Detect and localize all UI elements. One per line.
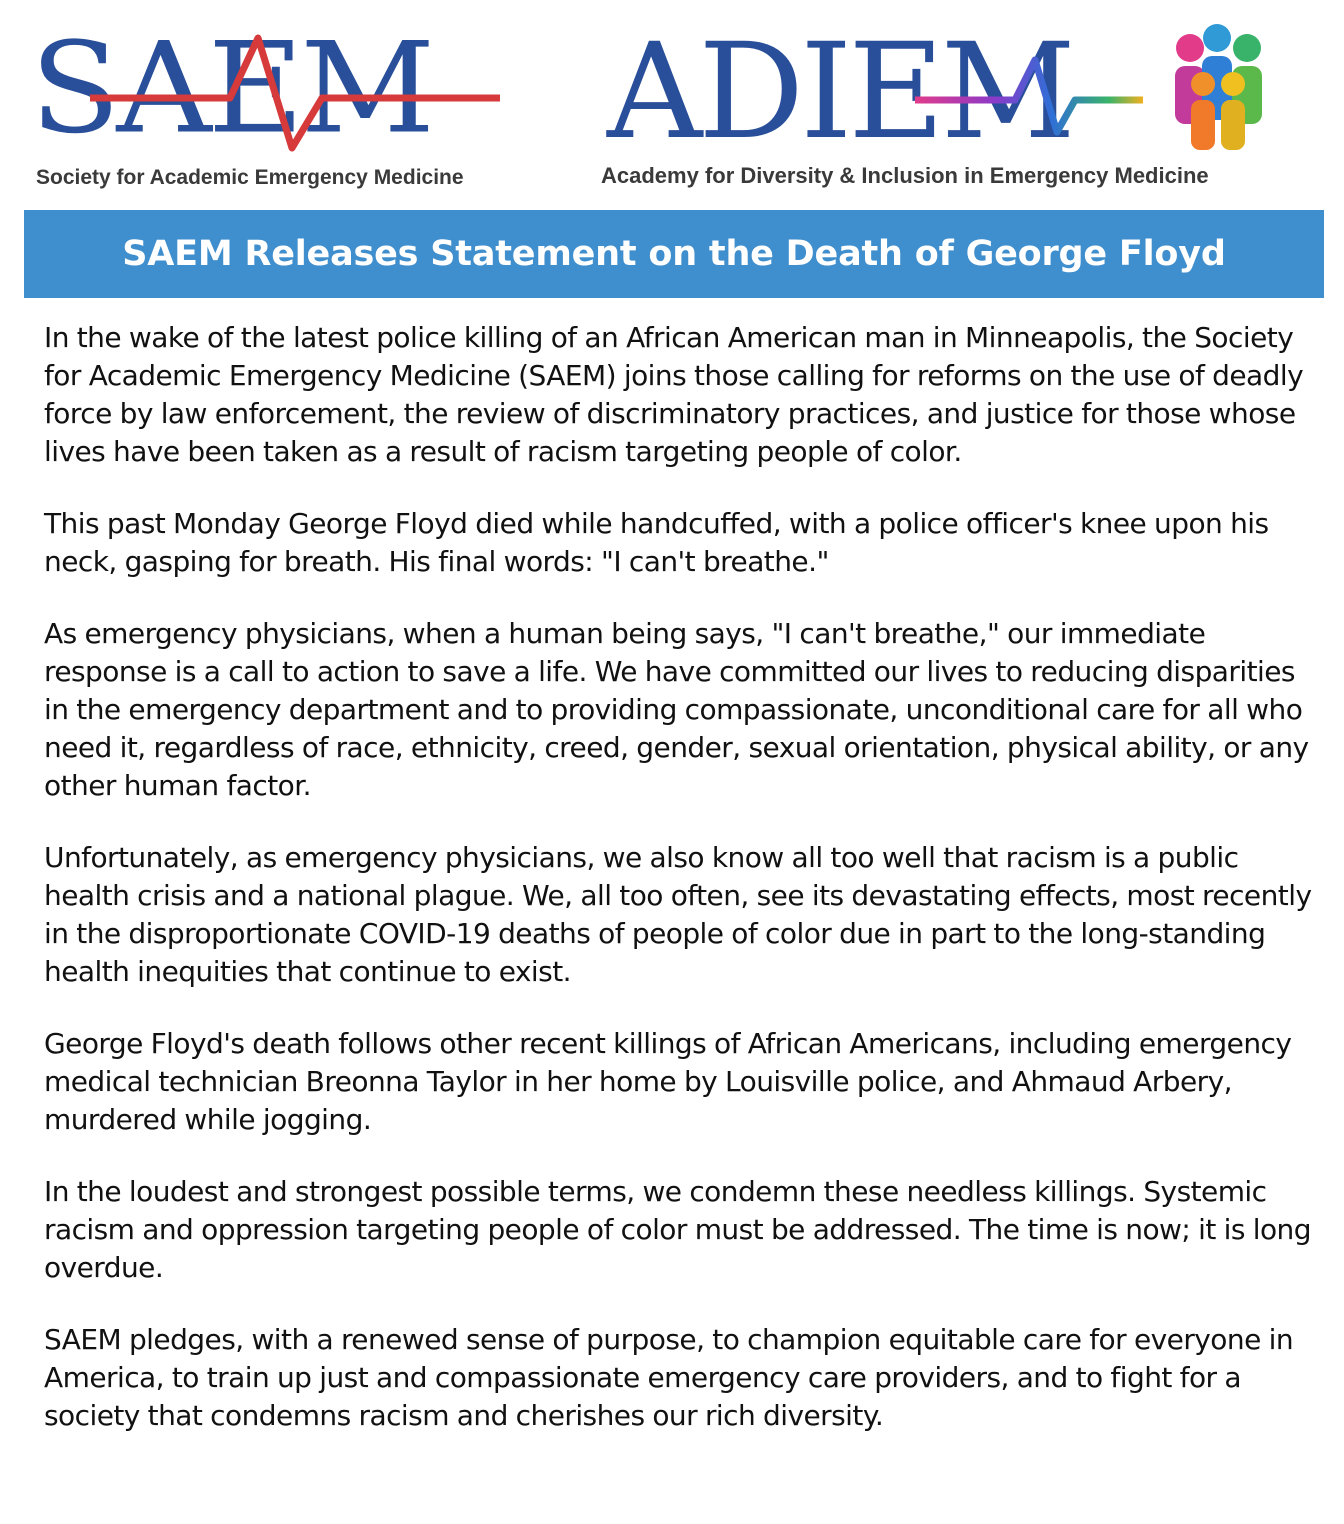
paragraph: In the loudest and strongest possible terms, we condemn these needless killings. Systemic racism and oppression targeting people of color must be addressed. The time is now; it is long overdue.	[44, 1175, 1311, 1284]
adiem-subtitle: Academy for Diversity & Inclusion in Emergency Medicine	[601, 163, 1209, 188]
paragraph: In the wake of the latest police killing of an African American man in Minneapolis, the Society for Academic Emergency Medicine (SAEM) joins those calling for reforms on the use of deadly force by law enforcement, the review of discriminatory practices, and justice for those whose lives have been taken as a result of racism targeting people of color.	[44, 321, 1304, 468]
saem-subtitle: Society for Academic Emergency Medicine	[36, 166, 464, 189]
statement-title: SAEM Releases Statement on the Death of George Floyd	[122, 234, 1226, 274]
paragraph: This past Monday George Floyd died while handcuffed, with a police officer's knee upon his neck, gasping for breath. His final words: "I can't breathe."	[44, 507, 1269, 578]
saem-logo	[30, 15, 520, 195]
title-banner	[24, 210, 1324, 298]
header-logos	[0, 0, 1344, 205]
statement-body	[44, 319, 1314, 1469]
people-group-icon	[1155, 20, 1280, 160]
heartbeat-line-icon	[30, 15, 520, 162]
paragraph: Unfortunately, as emergency physicians, we also know all too well that racism is a public health crisis and a national plague. We, all too often, see its devastating effects, most recently in the disproportionate COVID-19 deaths of people of color due in part to the long-standing health inequities that continue to exist.	[44, 841, 1312, 988]
adiem-wordmark: ADIEM	[607, 15, 1072, 169]
rainbow-line-icon	[595, 15, 1155, 169]
paragraph: As emergency physicians, when a human being says, "I can't breathe," our immediate response is a call to action to save a life. We have committed our lives to reducing disparities in the emergency department and to providing compassionate, unconditional care for all who need it, regardless of race, ethnicity, creed, gender, sexual orientation, physical ability, or any other human factor.	[44, 617, 1309, 802]
paragraph: George Floyd's death follows other recent killings of African Americans, including emergency medical technician Breonna Taylor in her home by Louisville police, and Ahmaud Arbery, murdered while jogging.	[44, 1027, 1292, 1136]
paragraph: SAEM pledges, with a renewed sense of purpose, to champion equitable care for everyone in America, to train up just and compassionate emergency care providers, and to fight for a society that condemns racism and cherishes our rich diversity.	[44, 1323, 1294, 1432]
adiem-logo	[595, 15, 1295, 195]
saem-wordmark: SAEM	[30, 15, 432, 162]
